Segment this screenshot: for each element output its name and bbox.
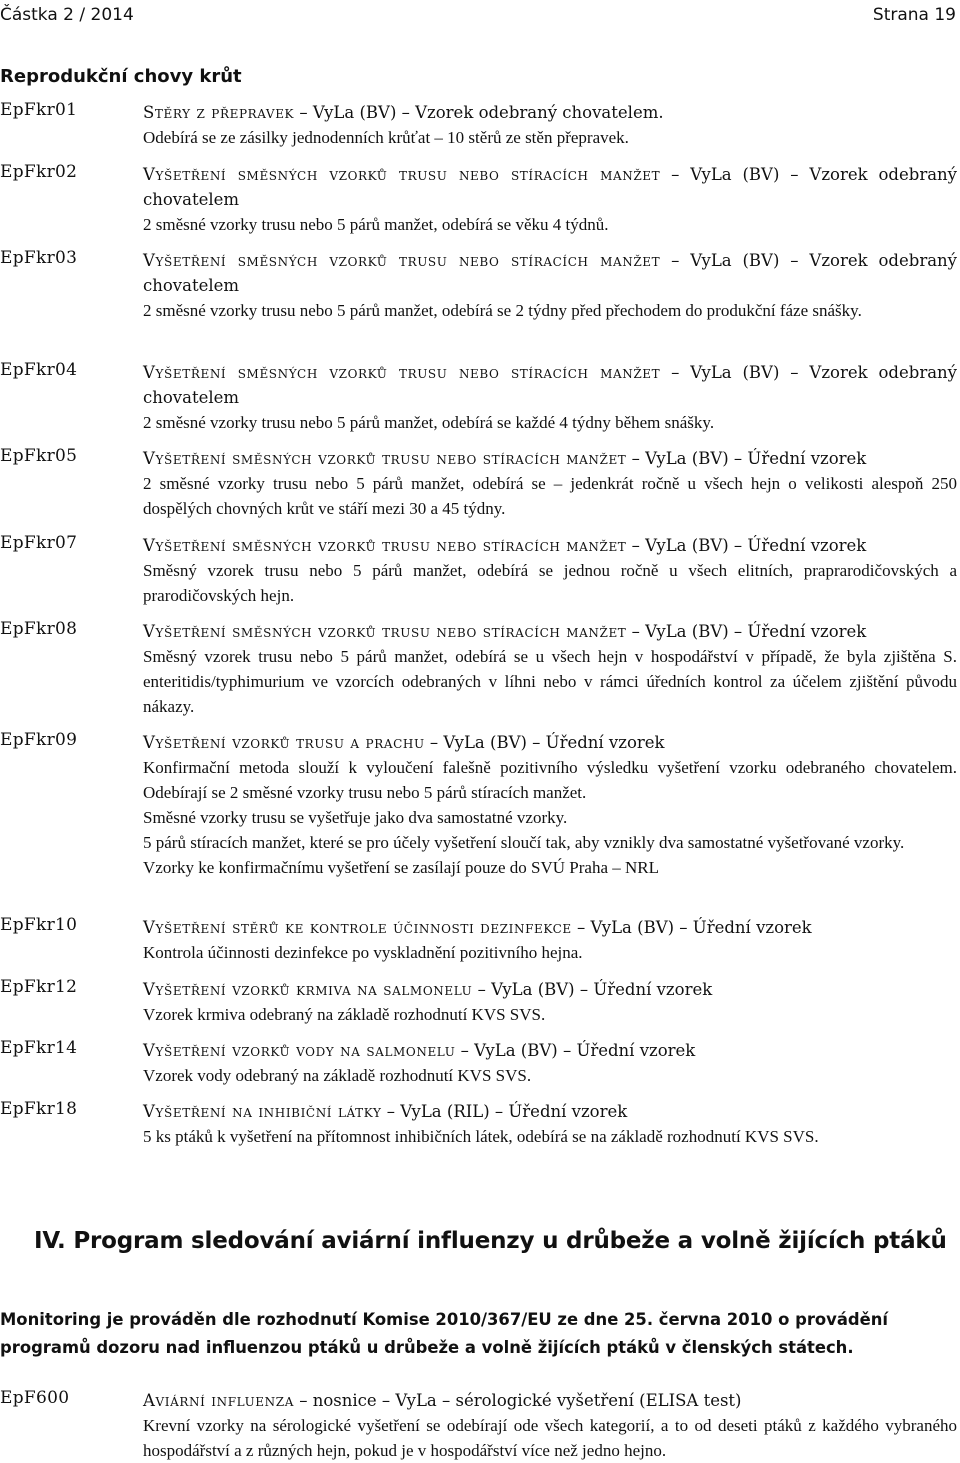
entry-title — [143, 446, 957, 471]
entry-text: Kontrola účinnosti dezinfekce po vyskladnění pozitivního hejna. — [143, 943, 583, 962]
entry-title — [143, 730, 957, 755]
entry-code: EpFkr07 — [0, 533, 78, 553]
entry-title-rest: – VyLa (BV) – Úřední vzorek — [571, 918, 812, 937]
entry-title-rest: – VyLa (BV) – Úřední vzorek — [626, 536, 867, 555]
monitoring-line-2: programů dozoru nad influenzou ptáků u drůbeže a volně žijících ptáků v členských státech. — [0, 1338, 854, 1357]
entry-title-smallcaps: Vyšetření směsných vzorků trusu nebo stíracích manžet — [143, 622, 627, 641]
entry-body — [143, 977, 957, 1027]
entry-title-smallcaps: Stěry z přepravek — [143, 103, 295, 122]
entry-title-rest: – VyLa (BV) – Úřední vzorek — [455, 1041, 696, 1060]
entry-body — [143, 446, 957, 521]
entry-body — [143, 248, 957, 323]
entry-title-rest: – VyLa (BV) – Vzorek odebraný chovatelem — [143, 165, 957, 209]
entry-body — [143, 619, 957, 719]
entry-text: Vzorky ke konfirmačnímu vyšetření se zasílají pouze do SVÚ Praha – NRL — [143, 858, 660, 877]
entry-title — [143, 100, 957, 125]
entry-title-smallcaps: Vyšetření vzorků vody na salmonelu — [143, 1041, 456, 1060]
entry-title-smallcaps: Vyšetření na inhibiční látky — [143, 1102, 382, 1121]
entry-text: Směsné vzorky trusu se vyšetřuje jako dva samostatné vzorky. — [143, 808, 568, 827]
entry-text: 2 směsné vzorky trusu nebo 5 párů manžet, odebírá se – jedenkrát ročně u všech hejn o velikosti alespoň 250 dospělých chovných krůt ve stáří mezi 30 a 45 týdny. — [143, 474, 957, 518]
chapter-heading — [34, 1228, 947, 1254]
monitoring-statement — [0, 1306, 958, 1362]
entry-title — [143, 1099, 957, 1124]
entry-code: EpFkr02 — [0, 162, 78, 182]
entry-title-smallcaps: Vyšetření stěrů ke kontrole účinnosti dezinfekce — [143, 918, 572, 937]
section-title: Reprodukční chovy krůt — [0, 66, 242, 87]
entry-text: 5 párů stíracích manžet, které se pro účely vyšetření sloučí tak, aby vznikly dva samostatné vyšetřované vzorky. — [143, 833, 905, 852]
entry-title-rest: – VyLa (BV) – Úřední vzorek — [626, 622, 867, 641]
page-number: Strana 19 — [872, 5, 956, 25]
chapter-title: Program sledování aviární influenzy u drůbeže a volně žijících ptáků — [73, 1228, 947, 1254]
entry-text: Vzorek vody odebraný na základě rozhodnutí KVS SVS. — [143, 1066, 532, 1085]
entry-code: EpFkr03 — [0, 248, 78, 268]
entry-text: Odebírá se ze zásilky jednodenních krůťat – 10 stěrů ze stěn přepravek. — [143, 128, 629, 147]
entry-body — [143, 1038, 957, 1088]
entry-text: Konfirmační metoda slouží k vyloučení falešně pozitivního výsledku vyšetření vzorku odebraného chovatelem. Odebírají se 2 směsné vzorky trusu nebo 5 párů stíracích manžet. — [143, 758, 957, 802]
entry-title-rest: – VyLa (BV) – Vzorek odebraný chovatelem. — [294, 103, 664, 122]
entry-title-rest: – VyLa (BV) – Úřední vzorek — [626, 449, 867, 468]
entry-title-smallcaps: Vyšetření směsných vzorků trusu nebo stíracích manžet — [143, 165, 661, 184]
entry-code: EpFkr04 — [0, 360, 78, 380]
entry-title — [143, 1388, 957, 1413]
entry-title — [143, 533, 957, 558]
entry-code: EpFkr09 — [0, 730, 78, 750]
entry-text: 2 směsné vzorky trusu nebo 5 párů manžet, odebírá se každé 4 týdny během snášky. — [143, 413, 715, 432]
entry-body — [143, 730, 957, 880]
entry-title-rest: – nosnice – VyLa – sérologické vyšetření (ELISA test) — [293, 1391, 742, 1410]
entry-code: EpFkr14 — [0, 1038, 78, 1058]
entry-title-smallcaps: Vyšetření směsných vzorků trusu nebo stíracích manžet — [143, 251, 661, 270]
entry-body — [143, 1388, 957, 1463]
entry-text: 2 směsné vzorky trusu nebo 5 párů manžet, odebírá se 2 týdny před přechodem do produkční fáze snášky. — [143, 301, 862, 320]
entry-body — [143, 162, 957, 237]
entry-text: Směsný vzorek trusu nebo 5 párů manžet, odebírá se jednou ročně u všech elitních, praprarodičovských a prarodičovských hejn. — [143, 561, 957, 605]
entry-text: 5 ks ptáků k vyšetření na přítomnost inhibičních látek, odebírá se na základě rozhodnutí KVS SVS. — [143, 1127, 819, 1146]
entry-code: EpFkr12 — [0, 977, 78, 997]
entry-body — [143, 360, 957, 435]
entry-text: 2 směsné vzorky trusu nebo 5 párů manžet, odebírá se věku 4 týdnů. — [143, 215, 609, 234]
entry-title — [143, 1038, 957, 1063]
entry-title-smallcaps: Vyšetření vzorků krmiva na salmonelu — [143, 980, 473, 999]
entry-code: EpF600 — [0, 1388, 70, 1408]
entry-body — [143, 533, 957, 608]
page-header — [0, 5, 960, 31]
entry-title-smallcaps: Vyšetření směsných vzorků trusu nebo stíracích manžet — [143, 449, 627, 468]
entry-title-smallcaps: Vyšetření vzorků trusu a prachu — [143, 733, 425, 752]
entry-title — [143, 162, 957, 212]
entry-title — [143, 248, 957, 298]
entry-title-smallcaps: Vyšetření směsných vzorků trusu nebo stíracích manžet — [143, 536, 627, 555]
entry-text: Krevní vzorky na sérologické vyšetření se odebírají ode všech kategorií, a to od deseti ptáků z každého vybraného hospodářství a z různých hejn, pokud je v hospodářství více než jedno hejno. — [143, 1416, 957, 1460]
entry-title — [143, 360, 957, 410]
entry-title-rest: – VyLa (BV) – Úřední vzorek — [472, 980, 713, 999]
entry-code: EpFkr18 — [0, 1099, 78, 1119]
entry-code: EpFkr01 — [0, 100, 78, 120]
entry-body — [143, 100, 957, 150]
entry-title-rest: – VyLa (BV) – Vzorek odebraný chovatelem — [143, 251, 957, 295]
entry-title — [143, 915, 957, 940]
entry-body — [143, 915, 957, 965]
entry-code: EpFkr05 — [0, 446, 78, 466]
issue-number: Částka 2 / 2014 — [0, 5, 134, 25]
entry-code: EpFkr10 — [0, 915, 78, 935]
entry-body — [143, 1099, 957, 1149]
entry-title-smallcaps: Aviární influenza — [143, 1391, 294, 1410]
monitoring-line-1: Monitoring je prováděn dle rozhodnutí Komise 2010/367/EU ze dne 25. června 2010 o provádění — [0, 1310, 889, 1329]
entry-code: EpFkr08 — [0, 619, 78, 639]
entry-title-smallcaps: Vyšetření směsných vzorků trusu nebo stíracích manžet — [143, 363, 661, 382]
entry-title-rest: – VyLa (BV) – Vzorek odebraný chovatelem — [143, 363, 957, 407]
entry-title — [143, 619, 957, 644]
entry-text: Vzorek krmiva odebraný na základě rozhodnutí KVS SVS. — [143, 1005, 546, 1024]
entry-text: Směsný vzorek trusu nebo 5 párů manžet, odebírá se u všech hejn v hospodářství v případě, že byla zjištěna S. enteritidis/typhimurium ve vzorcích odebraných v líhni nebo v rámci úředních kontrol za účelem zjištění původu nákazy. — [143, 647, 957, 716]
entry-title-rest: – VyLa (RIL) – Úřední vzorek — [381, 1102, 628, 1121]
entry-title-rest: – VyLa (BV) – Úřední vzorek — [424, 733, 665, 752]
chapter-number: IV. — [34, 1228, 66, 1254]
entry-title — [143, 977, 957, 1002]
